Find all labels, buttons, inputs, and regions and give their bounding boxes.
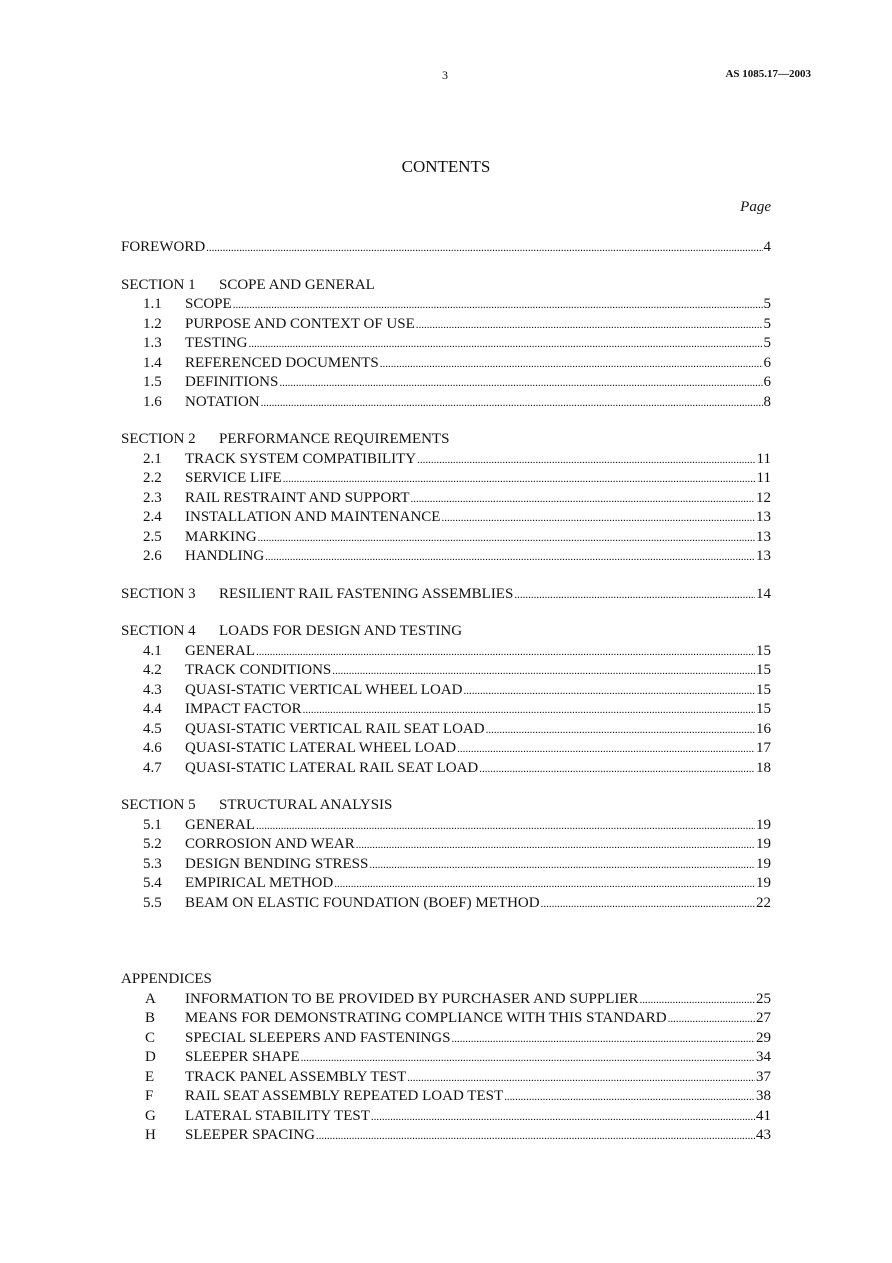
entry-page: 19 [756,836,771,852]
entry-page: 13 [756,548,771,564]
entry-title: SCOPE [185,296,232,312]
entry-page: 5 [763,296,771,312]
entry-number: 4.6 [143,740,162,756]
dot-leader [640,990,755,1011]
section-title: SCOPE AND GENERAL [219,276,375,293]
toc-entry-appendix[interactable] [121,1126,771,1146]
entry-number: 2.3 [143,489,162,506]
entry-number: F [145,1088,154,1104]
section-label: SECTION 5 [121,797,196,813]
entry-page: 8 [763,393,771,410]
entry-number: 1.4 [143,354,162,371]
toc-entry-appendix[interactable] [121,1068,771,1088]
toc-entry[interactable] [121,681,771,701]
entry-title: INFORMATION TO BE PROVIDED BY PURCHASER AND SUPPLIER [185,990,639,1007]
toc-entry[interactable] [121,489,771,509]
toc-entry[interactable] [121,739,771,759]
section-title: PERFORMANCE REQUIREMENTS [219,431,450,447]
entry-title: MARKING [185,528,257,545]
entry-page: 38 [756,1088,771,1104]
section-heading[interactable] [121,622,771,642]
entry-page: 13 [756,509,771,525]
dot-leader [301,1048,755,1069]
entry-title: QUASI-STATIC LATERAL WHEEL LOAD [185,740,457,756]
entry-page: 27 [756,1010,771,1026]
entry-page: 15 [756,681,771,698]
entry-page: 15 [756,701,771,717]
entry-number: 1.1 [143,296,162,312]
dot-leader [249,334,763,355]
entry-number: 2.4 [143,509,162,525]
entry-title: HANDLING [185,548,265,564]
toc-entry[interactable] [121,469,771,489]
toc-entry[interactable] [121,295,771,315]
entry-title: SLEEPER SHAPE [185,1049,300,1065]
toc-entry[interactable] [121,720,771,740]
entry-number: 4.3 [143,681,162,698]
toc-entry[interactable] [121,855,771,875]
dot-leader [380,354,763,375]
entry-page: 16 [756,720,771,737]
page-number: 3 [442,68,448,82]
toc-entry-appendix[interactable] [121,1029,771,1049]
section-label: SECTION 1 [121,276,196,293]
dot-leader [261,393,763,414]
toc-entry-appendix[interactable] [121,990,771,1010]
toc-entry[interactable] [121,835,771,855]
entry-page: 4 [763,239,771,255]
dot-leader [332,661,755,682]
entry-number: 5.5 [143,894,162,911]
entry-number: G [145,1107,156,1124]
entry-title: RAIL SEAT ASSEMBLY REPEATED LOAD TEST [185,1088,504,1104]
entry-page: 18 [756,759,771,776]
entry-number: 4.7 [143,759,162,776]
entry-page: 22 [756,894,771,911]
entry-title: DESIGN BENDING STRESS [185,855,369,872]
entry-title: SERVICE LIFE [185,470,282,486]
entry-page: 17 [756,740,771,756]
section-label: SECTION 2 [121,431,196,447]
entry-number: 5.1 [143,816,162,833]
toc-entry[interactable] [121,528,771,548]
entry-page: 41 [756,1107,771,1124]
section-heading[interactable] [121,276,771,296]
dot-leader [206,238,762,259]
entry-number: 1.2 [143,315,162,332]
entry-page: 14 [756,585,771,602]
dot-leader [265,547,755,568]
entry-page: 34 [756,1049,771,1065]
entry-page: 43 [756,1127,771,1143]
dot-leader [356,835,755,856]
toc-entry[interactable] [121,816,771,836]
entry-title: NOTATION [185,393,260,410]
entry-number: 2.2 [143,470,162,486]
dot-leader [486,720,755,741]
entry-page: 12 [756,489,771,506]
entry-page: 13 [756,528,771,545]
entry-page: 6 [763,354,771,371]
entry-title: DEFINITIONS [185,374,279,390]
dot-leader [541,894,755,915]
entry-page: 5 [763,315,771,332]
dot-leader [233,295,763,316]
entry-number: H [145,1127,156,1143]
toc-entry[interactable] [121,373,771,393]
dot-leader [417,450,755,471]
dot-leader [256,816,755,837]
entry-title: CORROSION AND WEAR [185,836,355,852]
entry-number: C [145,1029,156,1046]
entry-page: 6 [763,374,771,390]
entry-number: 4.2 [143,662,162,678]
entry-title: QUASI-STATIC LATERAL RAIL SEAT LOAD [185,759,479,776]
entry-page: 11 [756,470,771,486]
entry-number: 5.2 [143,836,162,852]
entry-number: 2.5 [143,528,162,545]
entry-number: 4.1 [143,642,162,659]
dot-leader [371,1107,755,1128]
entry-number: 1.6 [143,393,162,410]
entry-title: TRACK CONDITIONS [185,662,332,678]
dot-leader [668,1009,755,1030]
dot-leader [463,681,755,702]
dot-leader [416,315,763,336]
toc-entry[interactable] [121,661,771,681]
toc-entry-appendix[interactable] [121,1009,771,1029]
section-label: SECTION 3 [121,585,196,602]
dot-leader [479,759,755,780]
dot-leader [334,874,755,895]
entry-number: 2.1 [143,450,162,467]
toc-entry[interactable] [121,874,771,894]
entry-page: 15 [756,662,771,678]
section-heading[interactable] [121,796,771,816]
dot-leader [441,508,755,529]
dot-leader [256,642,755,663]
entry-title: GENERAL [185,816,255,833]
entry-number: 1.3 [143,335,162,351]
toc-entry[interactable] [121,315,771,335]
toc-entry-foreword[interactable] [121,238,771,258]
toc-entry[interactable] [121,354,771,374]
dot-leader [451,1029,755,1050]
entry-page: 15 [756,642,771,659]
dot-leader [258,528,755,549]
entry-page: 19 [756,875,771,891]
entry-number: 5.4 [143,875,162,891]
entry-number: 2.6 [143,548,162,564]
entry-page: 19 [756,855,771,872]
section-title: RESILIENT RAIL FASTENING ASSEMBLIES [219,585,514,602]
section-title: STRUCTURAL ANALYSIS [219,797,393,813]
entry-title: TESTING [185,335,248,351]
toc-entry-appendix[interactable] [121,1048,771,1068]
entry-title: QUASI-STATIC VERTICAL WHEEL LOAD [185,681,463,698]
entry-title: BEAM ON ELASTIC FOUNDATION (BOEF) METHOD [185,894,540,911]
entry-page: 37 [756,1068,771,1085]
entry-title: LATERAL STABILITY TEST [185,1107,370,1124]
entry-title: RAIL RESTRAINT AND SUPPORT [185,489,410,506]
entry-title: SPECIAL SLEEPERS AND FASTENINGS [185,1029,451,1046]
table-of-contents [121,238,771,1146]
dot-leader [457,739,755,760]
entry-page: 5 [763,335,771,351]
entry-title: PURPOSE AND CONTEXT OF USE [185,315,415,332]
entry-number: D [145,1049,156,1065]
toc-entry[interactable] [121,508,771,528]
entry-title: MEANS FOR DEMONSTRATING COMPLIANCE WITH THIS STANDARD [185,1010,667,1026]
entry-page: 29 [756,1029,771,1046]
entry-number: E [145,1068,155,1085]
entry-number: A [145,990,156,1007]
entry-title: IMPACT FACTOR [185,701,302,717]
entry-number: B [145,1010,156,1026]
dot-leader [369,855,755,876]
dot-leader [411,489,755,510]
entry-title: TRACK SYSTEM COMPATIBILITY [185,450,417,467]
entry-number: 5.3 [143,855,162,872]
contents-title: CONTENTS [401,157,491,176]
dot-leader [514,585,755,606]
dot-leader [316,1126,755,1147]
section-heading[interactable] [121,585,771,605]
toc-entry[interactable] [121,642,771,662]
toc-entry[interactable] [121,700,771,720]
entry-number: 4.4 [143,701,162,717]
dot-leader [283,469,756,490]
toc-entry[interactable] [121,547,771,567]
section-label: SECTION 4 [121,623,196,639]
page-column-label: Page [740,199,771,215]
entry-page: 25 [756,990,771,1007]
dot-leader [504,1087,755,1108]
section-title: LOADS FOR DESIGN AND TESTING [219,623,463,639]
toc-entry[interactable] [121,759,771,779]
toc-entry[interactable] [121,894,771,914]
standard-code: AS 1085.17—2003 [725,68,811,80]
dot-leader [303,700,755,721]
appendices-heading[interactable]: APPENDICES [121,971,212,987]
entry-title: REFERENCED DOCUMENTS [185,354,379,371]
toc-entry-appendix[interactable] [121,1087,771,1107]
dot-leader [407,1068,755,1089]
entry-number: 1.5 [143,374,162,390]
entry-number: 4.5 [143,720,162,737]
entry-page: 11 [756,450,771,467]
entry-title: EMPIRICAL METHOD [185,875,334,891]
entry-title: INSTALLATION AND MAINTENANCE [185,509,441,525]
toc-entry-appendix[interactable] [121,1107,771,1127]
toc-entry[interactable] [121,450,771,470]
toc-entry[interactable] [121,334,771,354]
entry-title: QUASI-STATIC VERTICAL RAIL SEAT LOAD [185,720,485,737]
entry-title: GENERAL [185,642,255,659]
entry-page: 19 [756,816,771,833]
toc-entry[interactable] [121,393,771,413]
entry-title: TRACK PANEL ASSEMBLY TEST [185,1068,407,1085]
entry-title: FOREWORD [121,239,206,255]
dot-leader [279,373,762,394]
section-heading[interactable] [121,430,771,450]
entry-title: SLEEPER SPACING [185,1127,315,1143]
